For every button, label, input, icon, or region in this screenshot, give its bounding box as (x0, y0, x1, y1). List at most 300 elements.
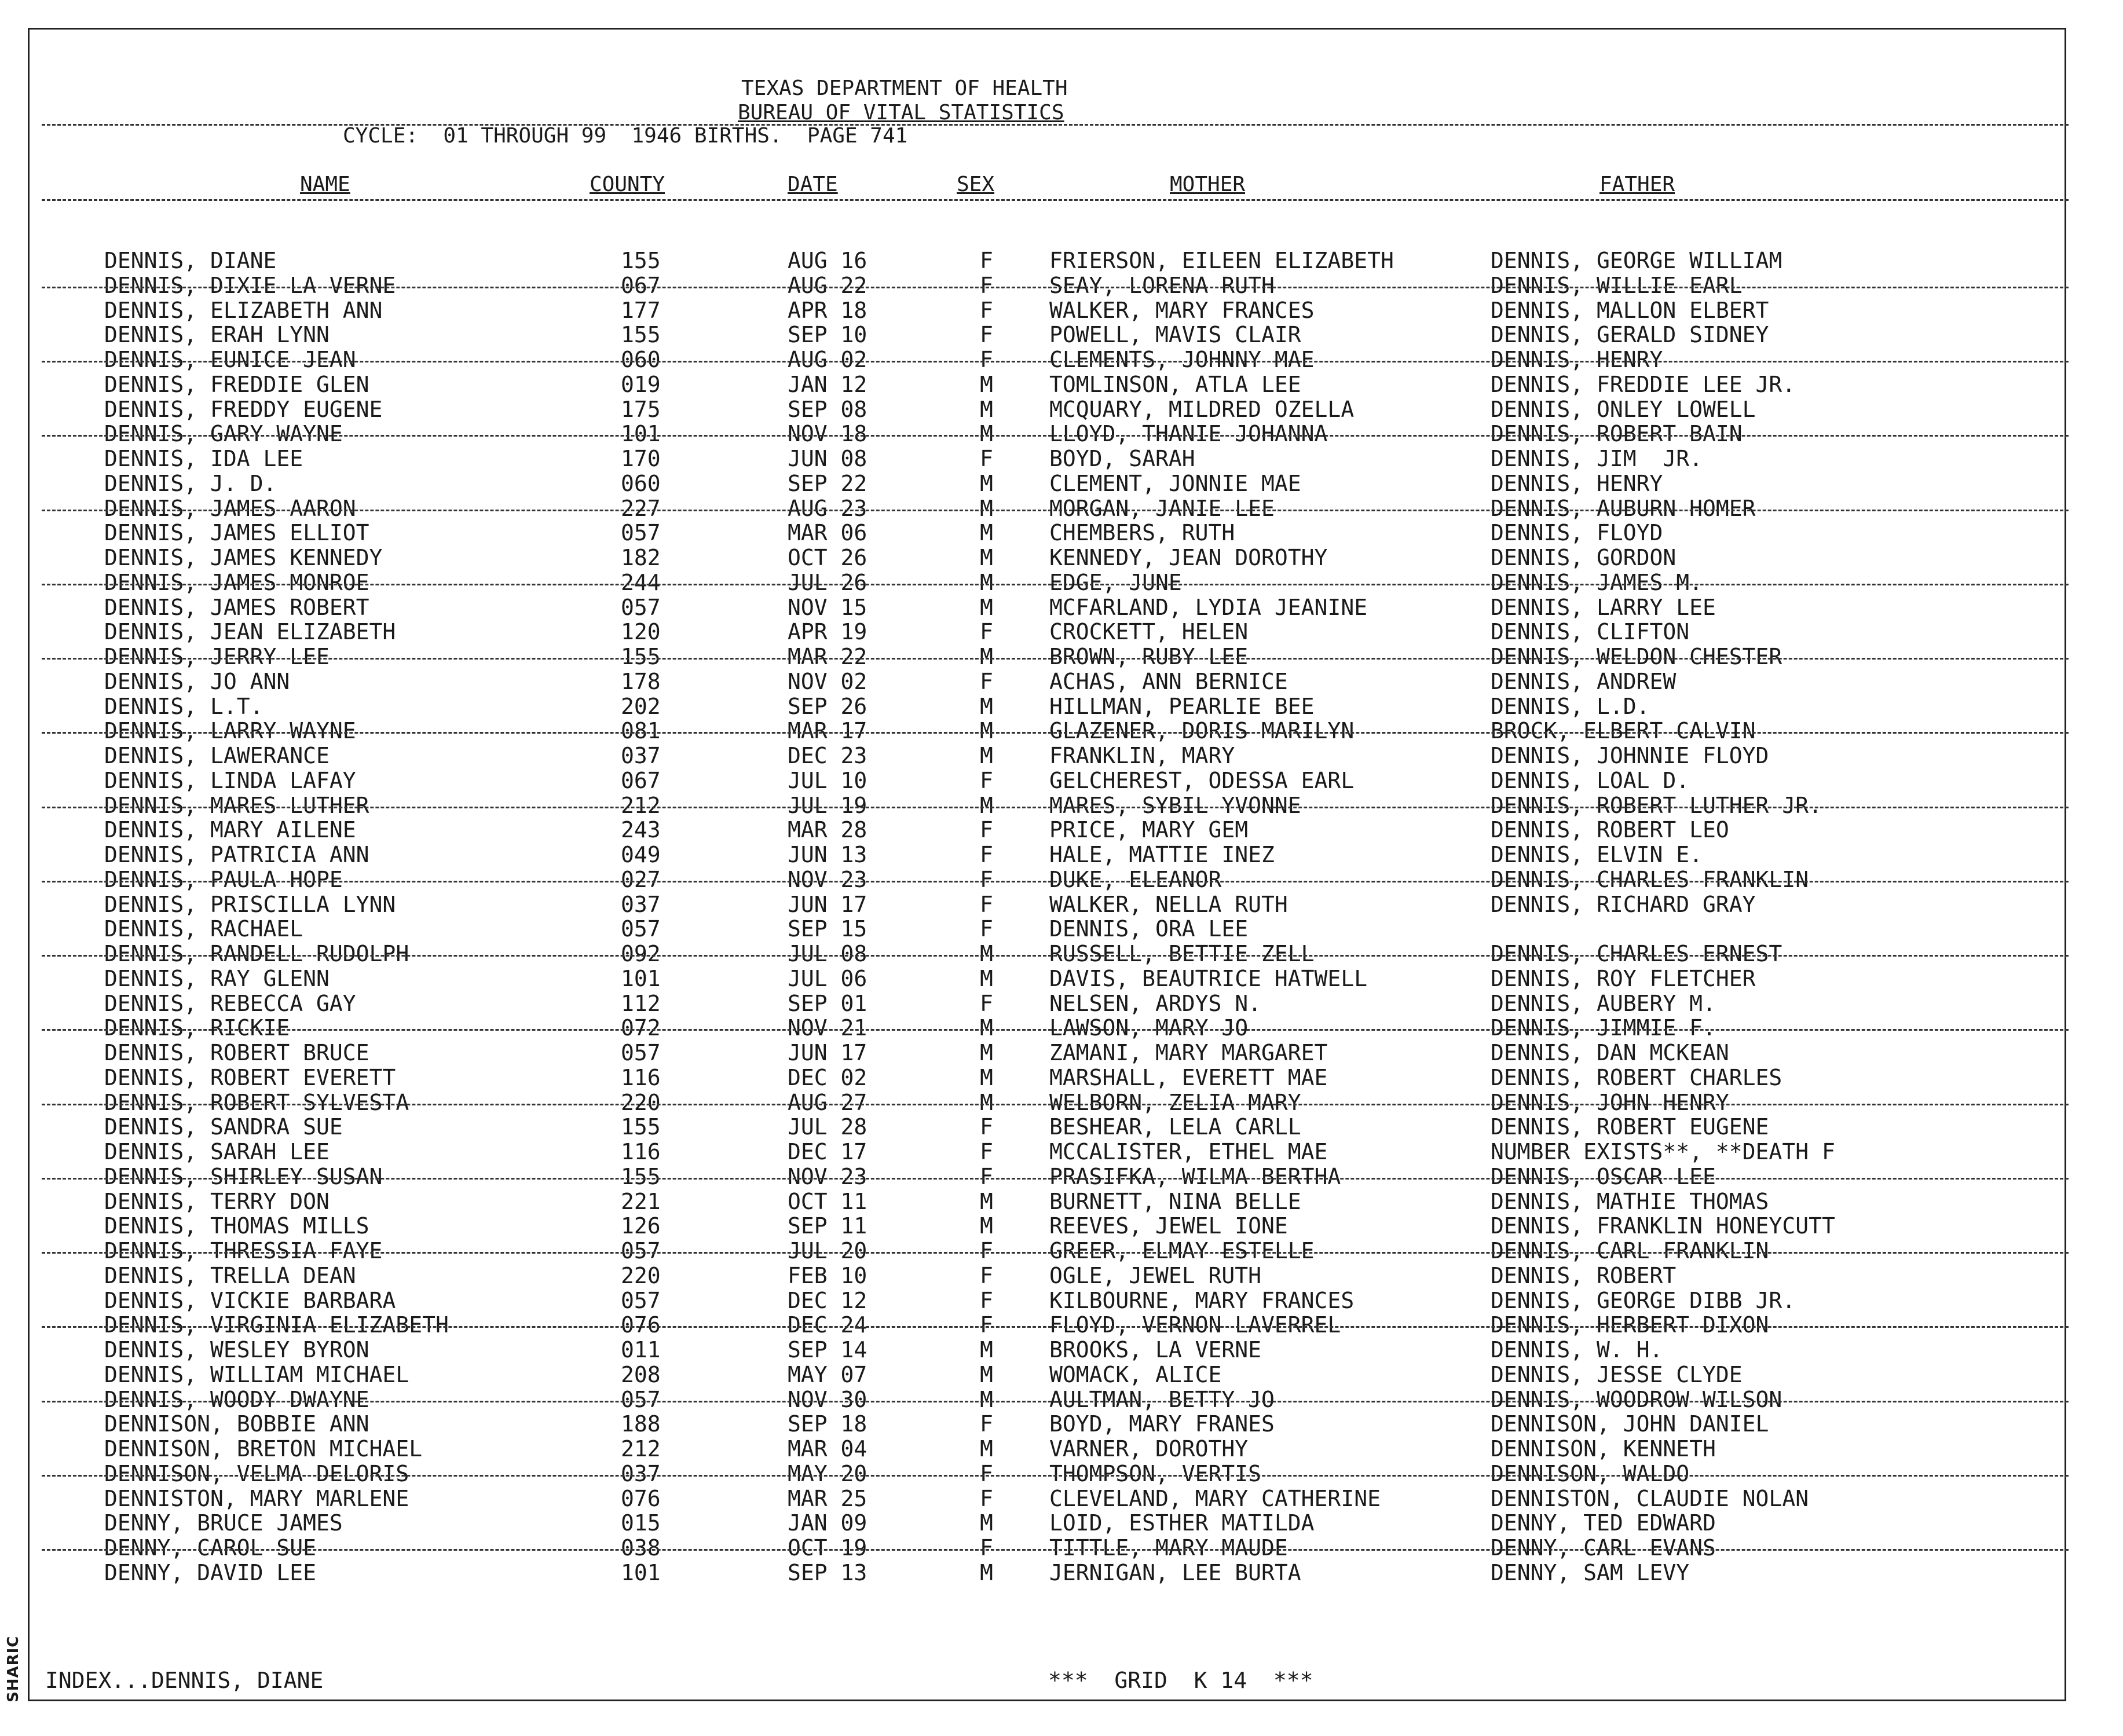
cell-date: SEP 13 (788, 1559, 867, 1585)
cell-county: 057 (621, 594, 661, 620)
cell-mother: OGLE, JEWEL RUTH (1049, 1262, 1262, 1288)
cell-sex: F (980, 322, 993, 348)
cell-name: DENNIS, THOMAS MILLS (104, 1213, 369, 1239)
cell-father: DENNIS, GERALD SIDNEY (1491, 322, 1769, 348)
cell-father: DENNIS, ROBERT BAIN (1491, 421, 1743, 447)
cell-father: DENNIS, CHARLES FRANKLIN (1491, 866, 1809, 892)
cell-mother: ACHAS, ANN BERNICE (1049, 668, 1288, 694)
cell-county: 227 (621, 495, 661, 521)
cell-sex: F (980, 1485, 993, 1511)
cell-date: MAY 07 (788, 1361, 867, 1387)
cell-sex: M (980, 718, 993, 744)
cell-county: 244 (621, 569, 661, 595)
cell-name: DENNIS, EUNICE JEAN (104, 347, 356, 372)
cell-sex: F (980, 1114, 993, 1140)
cell-name: DENNY, CAROL SUE (104, 1535, 317, 1561)
cell-mother: WALKER, MARY FRANCES (1049, 297, 1315, 323)
cell-name: DENNIS, JAMES AARON (104, 495, 356, 521)
cell-name: DENNIS, PATRICIA ANN (104, 842, 369, 867)
cell-sex: M (980, 371, 993, 397)
cell-date: NOV 23 (788, 1163, 867, 1189)
side-label (1, 1635, 24, 1702)
column-header-father: FATHER (1599, 173, 1675, 196)
cell-county: 101 (621, 1559, 661, 1585)
cell-mother: AULTMAN, BETTY JO (1049, 1386, 1275, 1412)
cell-sex: M (980, 421, 993, 447)
cell-county: 175 (621, 396, 661, 422)
cell-father: DENNIS, ROBERT LEO (1491, 817, 1729, 843)
cell-county: 220 (621, 1089, 661, 1115)
cell-date: MAR 28 (788, 817, 867, 843)
footer-grid: *** GRID K 14 *** (1048, 1668, 1313, 1693)
cell-name: DENNIS, WOODY DWAYNE (104, 1386, 369, 1412)
cell-mother: KILBOURNE, MARY FRANCES (1049, 1287, 1355, 1313)
cell-county: 116 (621, 1064, 661, 1090)
cell-date: JAN 09 (788, 1510, 867, 1536)
cell-mother: FLOYD, VERNON LAVERREL (1049, 1312, 1341, 1338)
cell-county: 037 (621, 743, 661, 768)
cell-father: DENNIS, GEORGE DIBB JR. (1491, 1287, 1796, 1313)
divider-line (42, 435, 2069, 437)
cell-father: BROCK, ELBERT CALVIN (1491, 718, 1756, 744)
cell-mother: SEAY, LORENA RUTH (1049, 272, 1275, 298)
cell-father: DENNIS, WOODROW WILSON (1491, 1386, 1782, 1412)
cell-date: SEP 10 (788, 322, 867, 348)
cell-mother: BOYD, SARAH (1049, 446, 1195, 471)
cell-county: 060 (621, 347, 661, 372)
cell-father: DENNIS, JOHNNIE FLOYD (1491, 743, 1769, 768)
cell-father: DENNY, SAM LEVY (1491, 1559, 1690, 1585)
cell-date: JUN 13 (788, 842, 867, 867)
cell-sex: F (980, 668, 993, 694)
cell-name: DENNIS, JAMES MONROE (104, 569, 369, 595)
cell-sex: F (980, 1238, 993, 1263)
cell-name: DENNIS, SHIRLEY SUSAN (104, 1163, 383, 1189)
cell-name: DENNIS, MARY AILENE (104, 817, 356, 843)
cell-father: DENNIS, AUBERY M. (1491, 990, 1716, 1016)
column-header-sex: SEX (957, 173, 995, 196)
cell-mother: GREER, ELMAY ESTELLE (1049, 1238, 1315, 1263)
cell-mother: FRANKLIN, MARY (1049, 743, 1235, 768)
cell-county: 212 (621, 1436, 661, 1462)
cell-sex: F (980, 297, 993, 323)
cell-date: JUN 08 (788, 446, 867, 471)
cell-father: DENNIS, ELVIN E. (1491, 842, 1703, 867)
cell-date: OCT 26 (788, 545, 867, 570)
cell-date: SEP 15 (788, 916, 867, 942)
cell-sex: F (980, 1312, 993, 1338)
cell-date: JUN 17 (788, 1040, 867, 1065)
divider-line (42, 1475, 2069, 1477)
cell-name: DENNIS, ELIZABETH ANN (104, 297, 383, 323)
cell-date: DEC 24 (788, 1312, 867, 1338)
cell-date: MAY 20 (788, 1460, 867, 1486)
cell-name: DENNIS, JAMES ROBERT (104, 594, 369, 620)
cell-father: DENNIS, HENRY (1491, 470, 1663, 496)
cell-name: DENNIS, TRELLA DEAN (104, 1262, 356, 1288)
cell-county: 076 (621, 1485, 661, 1511)
cell-name: DENNIS, ROBERT EVERETT (104, 1064, 396, 1090)
cell-mother: CROCKETT, HELEN (1049, 619, 1249, 645)
cell-sex: M (980, 1015, 993, 1041)
cell-county: 027 (621, 866, 661, 892)
cell-father: DENNIS, W. H. (1491, 1337, 1663, 1363)
cell-father: DENNIS, JIMMIE F. (1491, 1015, 1716, 1041)
cell-name: DENNIS, ROBERT SYLVESTA (104, 1089, 409, 1115)
column-header-name: NAME (300, 173, 350, 196)
cell-date: JUL 20 (788, 1238, 867, 1263)
cell-county: 057 (621, 1238, 661, 1263)
cell-county: 057 (621, 1386, 661, 1412)
cell-date: JUL 10 (788, 767, 867, 793)
cell-sex: M (980, 941, 993, 966)
cell-name: DENNIS, TERRY DON (104, 1188, 330, 1214)
divider-line (42, 124, 2069, 126)
cell-date: DEC 23 (788, 743, 867, 768)
cell-date: MAR 25 (788, 1485, 867, 1511)
cell-county: 155 (621, 1114, 661, 1140)
cell-mother: PRICE, MARY GEM (1049, 817, 1249, 843)
cell-date: JAN 12 (788, 371, 867, 397)
cell-name: DENNIS, MARES LUTHER (104, 792, 369, 818)
cell-date: NOV 23 (788, 866, 867, 892)
cell-mother: POWELL, MAVIS CLAIR (1049, 322, 1301, 348)
divider-line (42, 881, 2069, 882)
column-header-county: COUNTY (590, 173, 665, 196)
cell-date: MAR 04 (788, 1436, 867, 1462)
cell-county: 120 (621, 619, 661, 645)
cell-county: 155 (621, 1163, 661, 1189)
cell-name: DENNIS, LINDA LAFAY (104, 767, 356, 793)
column-header-mother: MOTHER (1170, 173, 1246, 196)
cell-name: DENNIS, JERRY LEE (104, 644, 330, 669)
cell-sex: M (980, 594, 993, 620)
cell-date: NOV 30 (788, 1386, 867, 1412)
cell-county: 067 (621, 767, 661, 793)
cell-date: FEB 10 (788, 1262, 867, 1288)
cell-county: 067 (621, 272, 661, 298)
cell-mother: BURNETT, NINA BELLE (1049, 1188, 1301, 1214)
cell-name: DENNY, BRUCE JAMES (104, 1510, 343, 1536)
cell-mother: BESHEAR, LELA CARLL (1049, 1114, 1301, 1140)
cell-date: MAR 06 (788, 520, 867, 546)
cell-father: DENNIS, FREDDIE LEE JR. (1491, 371, 1796, 397)
cell-sex: F (980, 1163, 993, 1189)
cell-mother: TITTLE, MARY MAUDE (1049, 1535, 1288, 1561)
divider-line (42, 1549, 2069, 1551)
cell-name: DENNY, DAVID LEE (104, 1559, 317, 1585)
cell-sex: F (980, 767, 993, 793)
cell-mother: BROWN, RUBY LEE (1049, 644, 1249, 669)
cell-date: NOV 15 (788, 594, 867, 620)
footer-index: INDEX...DENNIS, DIANE (45, 1668, 324, 1693)
cell-father: DENNIS, FRANKLIN HONEYCUTT (1491, 1213, 1835, 1239)
cell-father: DENNIS, FLOYD (1491, 520, 1663, 546)
divider-line (42, 732, 2069, 734)
header-cycle: CYCLE: 01 THROUGH 99 1946 BIRTHS. PAGE 741 (343, 124, 908, 148)
cell-name: DENNIS, J. D. (104, 470, 277, 496)
cell-date: OCT 19 (788, 1535, 867, 1561)
cell-mother: THOMPSON, VERTIS (1049, 1460, 1262, 1486)
cell-father: DENNIS, CLIFTON (1491, 619, 1690, 645)
divider-line (42, 1326, 2069, 1328)
cell-county: 155 (621, 248, 661, 273)
cell-mother: DUKE, ELEANOR (1049, 866, 1222, 892)
cell-father: DENNIS, ROBERT LUTHER JR. (1491, 792, 1822, 818)
cell-father: DENNISTON, CLAUDIE NOLAN (1491, 1485, 1809, 1511)
cell-name: DENNIS, SANDRA SUE (104, 1114, 343, 1140)
cell-date: DEC 02 (788, 1064, 867, 1090)
cell-sex: F (980, 817, 993, 843)
cell-name: DENNIS, DIXIE LA VERNE (104, 272, 396, 298)
cell-sex: M (980, 1213, 993, 1239)
cell-county: 155 (621, 322, 661, 348)
cell-date: JUL 26 (788, 569, 867, 595)
cell-name: DENNIS, IDA LEE (104, 446, 303, 471)
cell-father: DENNIS, JESSE CLYDE (1491, 1361, 1743, 1387)
cell-name: DENNIS, FREDDIE GLEN (104, 371, 369, 397)
cell-sex: M (980, 470, 993, 496)
cell-father: DENNY, CARL EVANS (1491, 1535, 1716, 1561)
cell-date: MAR 22 (788, 644, 867, 669)
cell-date: SEP 26 (788, 693, 867, 719)
cell-county: 049 (621, 842, 661, 867)
cell-sex: M (980, 1361, 993, 1387)
cell-mother: LLOYD, THANIE JOHANNA (1049, 421, 1328, 447)
cell-mother: MARSHALL, EVERETT MAE (1049, 1064, 1328, 1090)
cell-sex: M (980, 1064, 993, 1090)
cell-mother: MCCALISTER, ETHEL MAE (1049, 1139, 1328, 1164)
cell-sex: M (980, 1089, 993, 1115)
cell-name: DENNIS, VIRGINIA ELIZABETH (104, 1312, 449, 1338)
cell-name: DENNISTON, MARY MARLENE (104, 1485, 409, 1511)
cell-sex: F (980, 1460, 993, 1486)
cell-father: DENNIS, JIM JR. (1491, 446, 1703, 471)
divider-line (42, 510, 2069, 511)
column-header-date: DATE (788, 173, 838, 196)
cell-name: DENNIS, JO ANN (104, 668, 290, 694)
cell-sex: M (980, 1188, 993, 1214)
cell-father: DENNISON, WALDO (1491, 1460, 1690, 1486)
cell-date: SEP 01 (788, 990, 867, 1016)
cell-father: DENNIS, ONLEY LOWELL (1491, 396, 1756, 422)
cell-father: DENNIS, ROBERT EUGENE (1491, 1114, 1769, 1140)
cell-sex: M (980, 965, 993, 991)
cell-sex: M (980, 1386, 993, 1412)
cell-county: 038 (621, 1535, 661, 1561)
cell-county: 019 (621, 371, 661, 397)
cell-county: 188 (621, 1411, 661, 1437)
cell-county: 101 (621, 421, 661, 447)
cell-date: JUN 17 (788, 891, 867, 917)
cell-sex: M (980, 1559, 993, 1585)
divider-line (42, 1401, 2069, 1402)
cell-county: 212 (621, 792, 661, 818)
cell-name: DENNISON, BOBBIE ANN (104, 1411, 369, 1437)
cell-sex: M (980, 545, 993, 570)
cell-date: SEP 18 (788, 1411, 867, 1437)
cell-name: DENNIS, ERAH LYNN (104, 322, 330, 348)
cell-date: AUG 16 (788, 248, 867, 273)
cell-sex: F (980, 842, 993, 867)
cell-date: OCT 11 (788, 1188, 867, 1214)
divider-line (42, 199, 2069, 201)
cell-father: DENNIS, MATHIE THOMAS (1491, 1188, 1769, 1214)
cell-name: DENNIS, DIANE (104, 248, 277, 273)
cell-date: NOV 21 (788, 1015, 867, 1041)
cell-mother: TOMLINSON, ATLA LEE (1049, 371, 1301, 397)
cell-father: DENNIS, MALLON ELBERT (1491, 297, 1769, 323)
cell-name: DENNIS, LAWERANCE (104, 743, 330, 768)
header-bureau: BUREAU OF VITAL STATISTICS (738, 101, 1064, 124)
cell-mother: KENNEDY, JEAN DOROTHY (1049, 545, 1328, 570)
cell-father: DENNIS, RICHARD GRAY (1491, 891, 1756, 917)
cell-sex: F (980, 1262, 993, 1288)
cell-sex: M (980, 743, 993, 768)
cell-county: 126 (621, 1213, 661, 1239)
cell-name: DENNIS, PRISCILLA LYNN (104, 891, 396, 917)
cell-county: 092 (621, 941, 661, 966)
cell-mother: FRIERSON, EILEEN ELIZABETH (1049, 248, 1394, 273)
cell-father: NUMBER EXISTS**, **DEATH F (1491, 1139, 1835, 1164)
cell-name: DENNIS, SARAH LEE (104, 1139, 330, 1164)
cell-county: 015 (621, 1510, 661, 1536)
divider-line (42, 1178, 2069, 1180)
cell-sex: F (980, 272, 993, 298)
cell-father: DENNIS, JOHN HENRY (1491, 1089, 1729, 1115)
cell-sex: M (980, 1510, 993, 1536)
cell-sex: F (980, 891, 993, 917)
cell-father: DENNISON, KENNETH (1491, 1436, 1716, 1462)
cell-date: NOV 02 (788, 668, 867, 694)
cell-county: 155 (621, 644, 661, 669)
cell-name: DENNISON, BRETON MICHAEL (104, 1436, 423, 1462)
cell-county: 182 (621, 545, 661, 570)
cell-father: DENNIS, GEORGE WILLIAM (1491, 248, 1782, 273)
divider-line (42, 807, 2069, 808)
cell-county: 060 (621, 470, 661, 496)
cell-name: DENNIS, L.T. (104, 693, 263, 719)
cell-name: DENNIS, GARY WAYNE (104, 421, 343, 447)
divider-line (42, 584, 2069, 585)
cell-mother: MORGAN, JANIE LEE (1049, 495, 1275, 521)
cell-date: AUG 23 (788, 495, 867, 521)
cell-date: JUL 28 (788, 1114, 867, 1140)
divider-line (42, 955, 2069, 957)
cell-sex: F (980, 866, 993, 892)
cell-mother: JERNIGAN, LEE BURTA (1049, 1559, 1301, 1585)
cell-name: DENNIS, VICKIE BARBARA (104, 1287, 396, 1313)
cell-name: DENNIS, WILLIAM MICHAEL (104, 1361, 409, 1387)
cell-county: 076 (621, 1312, 661, 1338)
cell-county: 178 (621, 668, 661, 694)
cell-date: JUL 19 (788, 792, 867, 818)
cell-county: 177 (621, 297, 661, 323)
cell-county: 081 (621, 718, 661, 744)
cell-mother: WOMACK, ALICE (1049, 1361, 1222, 1387)
cell-sex: F (980, 990, 993, 1016)
cell-county: 112 (621, 990, 661, 1016)
cell-sex: M (980, 520, 993, 546)
cell-sex: M (980, 644, 993, 669)
cell-date: APR 18 (788, 297, 867, 323)
cell-sex: F (980, 248, 993, 273)
cell-date: NOV 18 (788, 421, 867, 447)
cell-name: DENNIS, FREDDY EUGENE (104, 396, 383, 422)
cell-father: DENNIS, L.D. (1491, 693, 1650, 719)
cell-date: DEC 12 (788, 1287, 867, 1313)
header-department: TEXAS DEPARTMENT OF HEALTH (741, 76, 1068, 100)
cell-father: DENNIS, LARRY LEE (1491, 594, 1716, 620)
cell-mother: BROOKS, LA VERNE (1049, 1337, 1262, 1363)
cell-date: SEP 22 (788, 470, 867, 496)
cell-father: DENNIS, JAMES M. (1491, 569, 1703, 595)
cell-county: 037 (621, 1460, 661, 1486)
cell-county: 011 (621, 1337, 661, 1363)
divider-line (42, 1252, 2069, 1254)
cell-name: DENNIS, RANDELL RUDOLPH (104, 941, 409, 966)
cell-sex: M (980, 1040, 993, 1065)
cell-sex: M (980, 693, 993, 719)
cell-sex: F (980, 1411, 993, 1437)
cell-name: DENNIS, RICKIE (104, 1015, 290, 1041)
cell-county: 243 (621, 817, 661, 843)
cell-mother: PRASIFKA, WILMA BERTHA (1049, 1163, 1341, 1189)
cell-name: DENNIS, REBECCA GAY (104, 990, 356, 1016)
cell-date: MAR 17 (788, 718, 867, 744)
cell-mother: CLEVELAND, MARY CATHERINE (1049, 1485, 1381, 1511)
cell-father: DENNIS, ROY FLETCHER (1491, 965, 1756, 991)
cell-name: DENNIS, PAULA HOPE (104, 866, 343, 892)
cell-mother: MARES, SYBIL YVONNE (1049, 792, 1301, 818)
cell-father: DENNIS, LOAL D. (1491, 767, 1690, 793)
cell-date: SEP 14 (788, 1337, 867, 1363)
cell-date: AUG 27 (788, 1089, 867, 1115)
cell-mother: CLEMENT, JONNIE MAE (1049, 470, 1301, 496)
cell-father: DENNIS, OSCAR LEE (1491, 1163, 1716, 1189)
cell-name: DENNIS, JAMES ELLIOT (104, 520, 369, 546)
cell-father: DENNIS, WELDON CHESTER (1491, 644, 1782, 669)
cell-father: DENNIS, WILLIE EARL (1491, 272, 1743, 298)
cell-name: DENNIS, JEAN ELIZABETH (104, 619, 396, 645)
cell-father: DENNIS, CHARLES ERNEST (1491, 941, 1782, 966)
cell-mother: HILLMAN, PEARLIE BEE (1049, 693, 1315, 719)
cell-father: DENNIS, HERBERT DIXON (1491, 1312, 1769, 1338)
cell-county: 072 (621, 1015, 661, 1041)
cell-father: DENNIS, CARL FRANKLIN (1491, 1238, 1769, 1263)
cell-father: DENNIS, GORDON (1491, 545, 1677, 570)
cell-name: DENNIS, RACHAEL (104, 916, 303, 942)
divider-line (42, 1029, 2069, 1031)
cell-mother: DAVIS, BEAUTRICE HATWELL (1049, 965, 1368, 991)
cell-mother: LAWSON, MARY JO (1049, 1015, 1249, 1041)
cell-sex: F (980, 1535, 993, 1561)
cell-county: 057 (621, 520, 661, 546)
cell-date: SEP 08 (788, 396, 867, 422)
cell-county: 208 (621, 1361, 661, 1387)
cell-name: DENNIS, JAMES KENNEDY (104, 545, 383, 570)
cell-date: JUL 08 (788, 941, 867, 966)
cell-sex: M (980, 569, 993, 595)
cell-mother: NELSEN, ARDYS N. (1049, 990, 1262, 1016)
cell-sex: M (980, 792, 993, 818)
cell-sex: M (980, 396, 993, 422)
cell-date: APR 19 (788, 619, 867, 645)
cell-father: DENNIS, ANDREW (1491, 668, 1677, 694)
cell-county: 170 (621, 446, 661, 471)
cell-father: DENNY, TED EDWARD (1491, 1510, 1716, 1536)
cell-sex: F (980, 1139, 993, 1164)
